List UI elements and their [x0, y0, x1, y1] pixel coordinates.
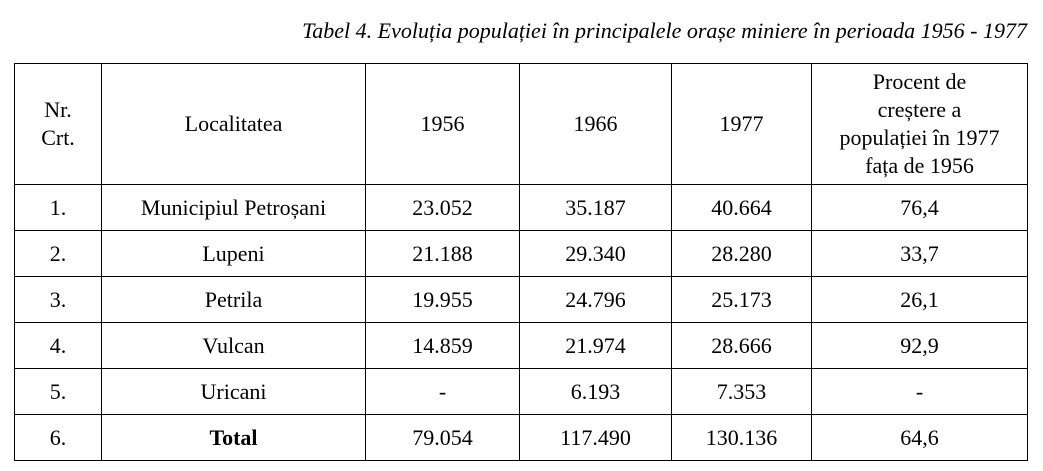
- cell-1977: 28.280: [672, 231, 812, 277]
- header-localitatea: Localitatea: [102, 64, 366, 185]
- cell-procent: 26,1: [812, 277, 1028, 323]
- cell-1956: 19.955: [366, 277, 520, 323]
- cell-1956: 23.052: [366, 185, 520, 231]
- header-nr-crt: Nr. Crt.: [15, 64, 102, 185]
- cell-1977: 130.136: [672, 415, 812, 461]
- cell-1956: 79.054: [366, 415, 520, 461]
- cell-1977: 7.353: [672, 369, 812, 415]
- population-table: [14, 63, 1028, 461]
- cell-procent: 92,9: [812, 323, 1028, 369]
- cell-procent: -: [812, 369, 1028, 415]
- cell-localitatea-total: Total: [102, 415, 366, 461]
- header-procent-crestere: Procent de creștere a populației în 1977 fața de 1956: [812, 64, 1028, 185]
- cell-nr: 3.: [15, 277, 102, 323]
- table-row: [15, 185, 1028, 231]
- table-header-row: [15, 64, 1028, 185]
- header-1956: 1956: [366, 64, 520, 185]
- table-caption: Tabel 4. Evoluția populației în principalele orașe miniere în perioada 1956 - 1977: [302, 18, 1027, 43]
- cell-1966: 24.796: [520, 277, 672, 323]
- table-row: [15, 323, 1028, 369]
- table-row: [15, 277, 1028, 323]
- cell-1966: 6.193: [520, 369, 672, 415]
- cell-1966: 35.187: [520, 185, 672, 231]
- header-1977: 1977: [672, 64, 812, 185]
- cell-1956: -: [366, 369, 520, 415]
- cell-nr: 6.: [15, 415, 102, 461]
- cell-localitatea: Uricani: [102, 369, 366, 415]
- cell-localitatea: Vulcan: [102, 323, 366, 369]
- cell-localitatea: Municipiul Petroșani: [102, 185, 366, 231]
- cell-1966: 117.490: [520, 415, 672, 461]
- cell-1977: 28.666: [672, 323, 812, 369]
- cell-procent: 76,4: [812, 185, 1028, 231]
- table-row: [15, 231, 1028, 277]
- cell-procent: 64,6: [812, 415, 1028, 461]
- cell-1977: 40.664: [672, 185, 812, 231]
- cell-nr: 1.: [15, 185, 102, 231]
- cell-1977: 25.173: [672, 277, 812, 323]
- cell-1966: 21.974: [520, 323, 672, 369]
- table-row: [15, 369, 1028, 415]
- cell-procent: 33,7: [812, 231, 1028, 277]
- cell-localitatea: Petrila: [102, 277, 366, 323]
- cell-localitatea: Lupeni: [102, 231, 366, 277]
- header-1966: 1966: [520, 64, 672, 185]
- cell-1966: 29.340: [520, 231, 672, 277]
- cell-1956: 14.859: [366, 323, 520, 369]
- cell-nr: 4.: [15, 323, 102, 369]
- table-total-row: [15, 415, 1028, 461]
- cell-nr: 2.: [15, 231, 102, 277]
- cell-nr: 5.: [15, 369, 102, 415]
- cell-1956: 21.188: [366, 231, 520, 277]
